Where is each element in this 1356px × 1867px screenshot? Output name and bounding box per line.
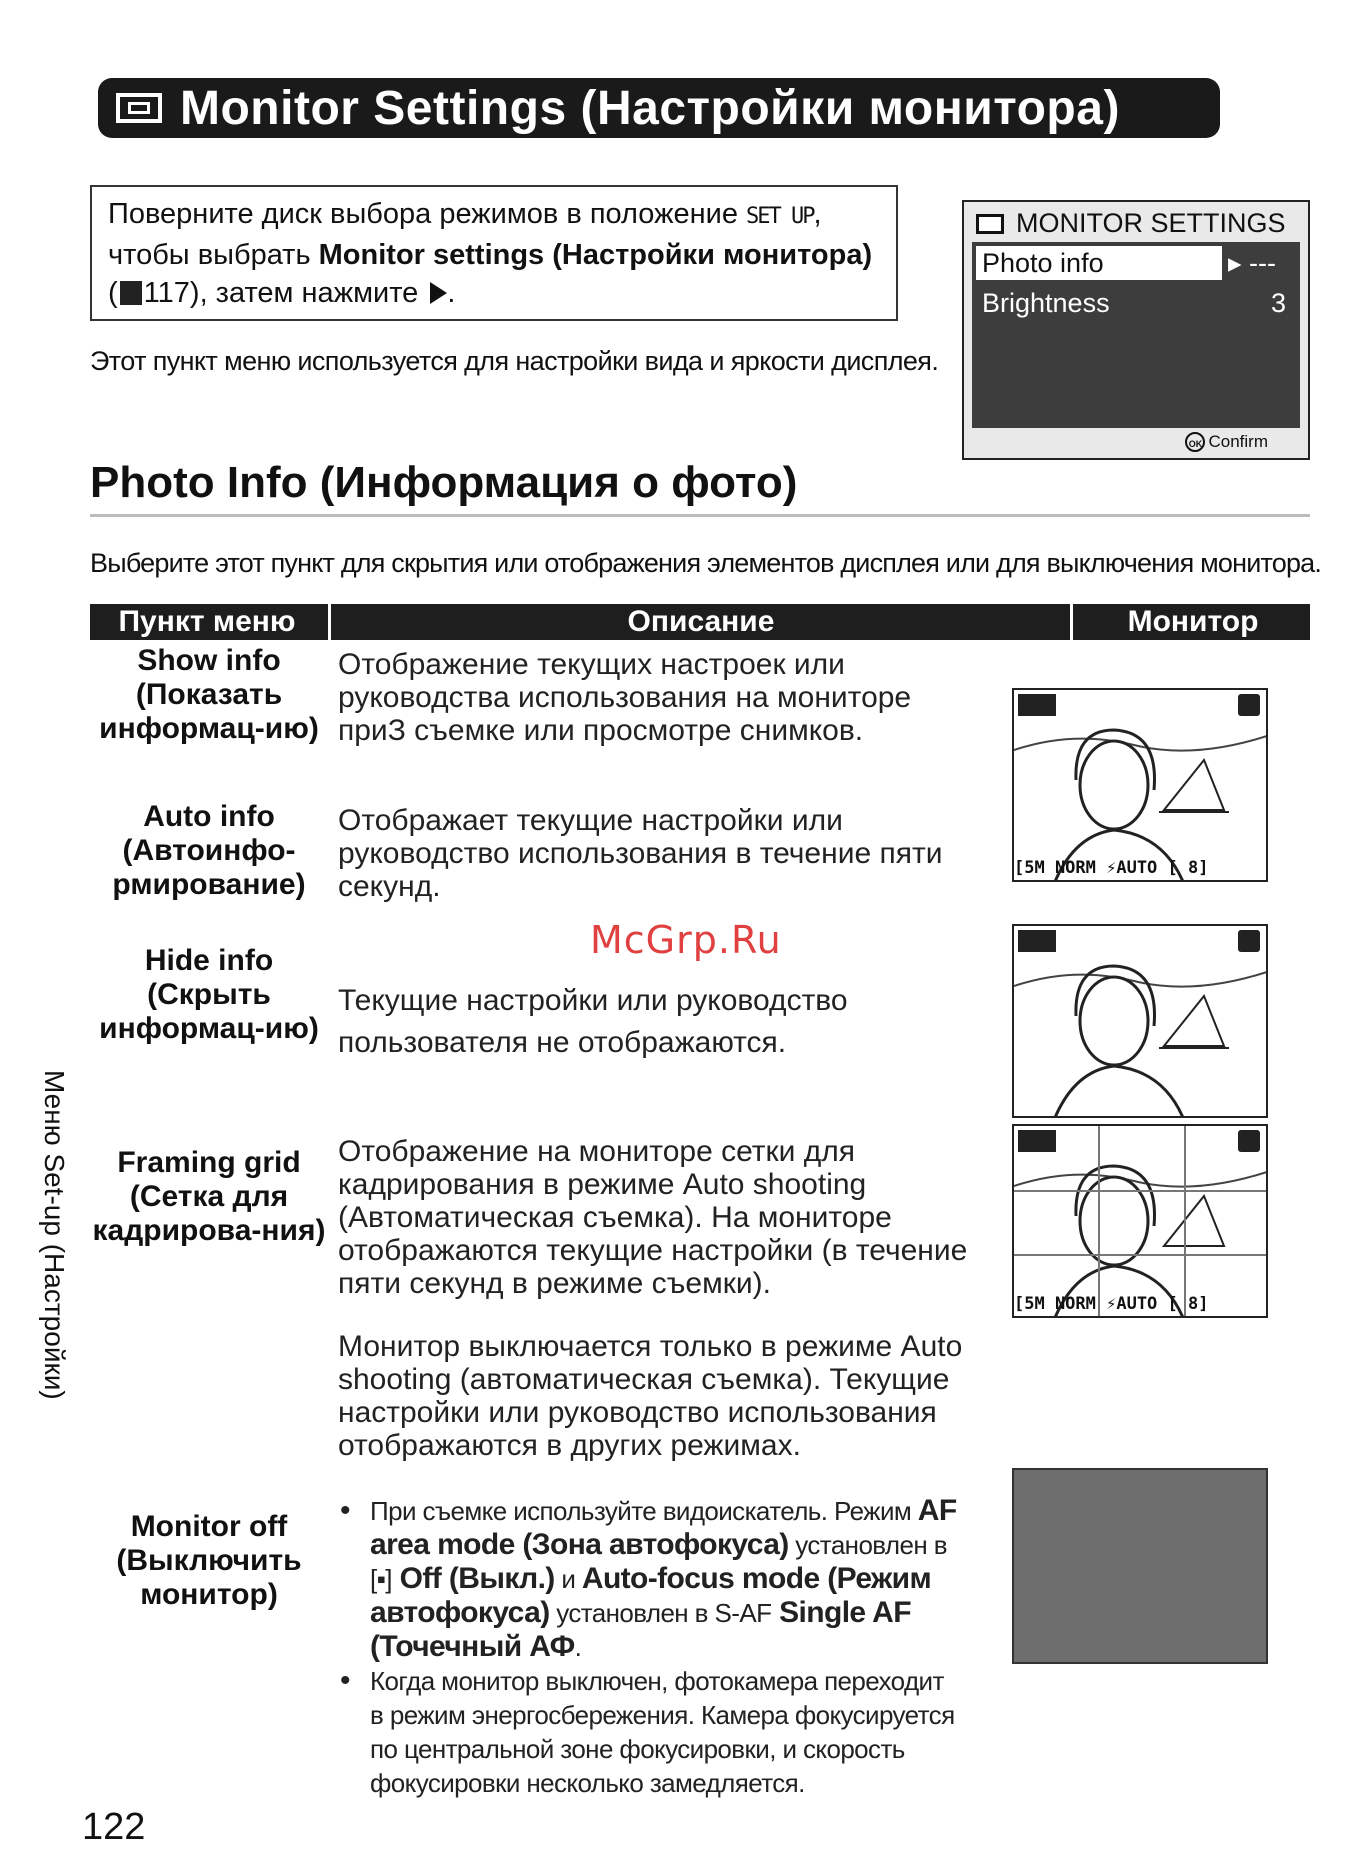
grid-line <box>1098 1126 1100 1316</box>
menu-item-brightness-value: 3 <box>1270 288 1286 318</box>
af-area-icon: [▪] <box>370 1564 392 1594</box>
instruction-text: ), затем нажмите <box>189 277 427 309</box>
table-row-description: Текущие настройки или руководство пользователя не отображаются. <box>338 984 848 1059</box>
table-header <box>90 604 1310 640</box>
page-title: Monitor Settings (Настройки монитора) <box>180 81 1120 135</box>
camera-mode-icon <box>1018 1130 1056 1152</box>
note-text: установлен в <box>549 1598 715 1628</box>
instruction-text: , чтобы выбрать <box>108 198 822 271</box>
page-reference: 117 <box>143 277 190 309</box>
grid-line <box>1014 1190 1266 1192</box>
portrait-illustration <box>1014 926 1268 1118</box>
monitor-preview-hide-info <box>1012 924 1268 1118</box>
note-bold: Off (Выкл.) <box>391 1562 555 1595</box>
camera-mode-icon <box>1018 694 1056 716</box>
camera-mode-icon <box>1018 930 1056 952</box>
menu-item-photo-info: Photo info <box>976 246 1222 280</box>
hud-status-bar: [5M NORM ⚡AUTO [ 8] <box>1014 1294 1209 1314</box>
note-text: При съемке используйте видоискатель. Режим <box>370 1496 918 1526</box>
table-row-item: Monitor off (Выключить монитор) <box>116 1510 302 1611</box>
menu-item-brightness: Brightness <box>982 288 1110 318</box>
menu-list <box>972 242 1300 428</box>
page-title-banner <box>98 78 1220 138</box>
confirm-label: Confirm <box>1208 432 1268 451</box>
note-text: установлен в <box>788 1530 947 1560</box>
section-divider <box>90 514 1310 517</box>
monitor-off-notes <box>338 1494 960 1800</box>
table-row-description: Отображение текущих настроек или руководства использования на мониторе приЗ съемке или просмотре снимков. <box>338 648 912 747</box>
list-item <box>338 1494 960 1664</box>
table-row-description: Отображение на мониторе сетки для кадрирования в режиме Auto shooting (Автоматическая съемка). На мониторе отображаются текущие настройки (в течение пяти секунд в режиме съемки). <box>338 1135 968 1300</box>
column-header-description: Описание <box>328 604 1071 640</box>
grid-line <box>1014 1254 1266 1256</box>
note-text: . <box>574 1632 582 1662</box>
mode-indicator-icon <box>1238 1130 1260 1152</box>
page-reference-icon <box>120 281 142 305</box>
menu-header <box>976 208 1286 239</box>
intro-text: Этот пункт меню используется для настройки вида и яркости дисплея. <box>90 346 939 376</box>
table-row-item: Hide info (Скрыть информац-ию) <box>99 944 319 1045</box>
side-section-label <box>22 1070 82 1470</box>
monitor-settings-menu-screen <box>962 200 1310 460</box>
list-item: • Когда монитор выключен, фотокамера переходит в режим энергосбережения. Камера фокусируется по центральной зоне фокусировки, и скорость фокусировки несколько замедляется. <box>338 1664 960 1800</box>
table-row-description: Монитор выключается только в режиме Auto shooting (автоматическая съемка). Текущие настройки или руководство использования отображаются в других режимах. <box>338 1330 963 1462</box>
grid-line <box>1184 1126 1186 1316</box>
portrait-illustration <box>1014 1126 1268 1318</box>
section-intro: Выберите этот пункт для скрытия или отображения элементов дисплея или для выключения монитора. <box>90 548 1322 578</box>
mode-indicator-icon <box>1238 694 1260 716</box>
portrait-illustration <box>1014 690 1268 882</box>
watermark: McGrp.Ru <box>590 918 782 962</box>
menu-item-photo-info-value: ▸ --- <box>1228 248 1277 278</box>
section-title: Photo Info (Информация о фото) <box>90 458 798 507</box>
menu-footer <box>1185 432 1268 452</box>
single-af-icon: S-AF <box>714 1598 772 1628</box>
hud-status-bar: [5M NORM ⚡AUTO [ 8] <box>1014 858 1209 878</box>
monitor-preview-show-info <box>1012 688 1268 882</box>
table-row-item: Framing grid (Сетка для кадрирова-ния) <box>92 1146 326 1247</box>
note-bold: Auto-focus mode (Режим автофокуса) <box>370 1562 932 1629</box>
column-header-monitor: Монитор <box>1070 604 1313 640</box>
instruction-box <box>90 185 898 321</box>
table-row-item: Show info (Показать информац-ию) <box>99 644 319 745</box>
arrow-right-icon <box>430 282 447 304</box>
page-number: 122 <box>82 1806 146 1848</box>
note-bold: AF area mode (Зона автофокуса) <box>370 1494 957 1561</box>
monitor-preview-framing-grid <box>1012 1124 1268 1318</box>
instruction-text: Поверните диск выбора режимов в положение <box>108 198 747 230</box>
column-header-item: Пункт меню <box>118 605 296 638</box>
mode-indicator-icon <box>1238 930 1260 952</box>
table-row-item: Auto info (Автоинфо-рмирование) <box>112 800 306 901</box>
monitor-icon <box>976 214 1004 234</box>
instruction-text: ( <box>108 277 118 309</box>
note-text: и <box>554 1564 582 1594</box>
instruction-text: . <box>447 277 456 309</box>
instruction-menu-name: Monitor settings (Настройки монитора) <box>318 239 873 271</box>
ok-button-icon: OK <box>1185 432 1205 452</box>
monitor-icon <box>116 93 162 123</box>
table-row-description: Отображает текущие настройки или руководство использования в течение пяти секунд. <box>338 804 943 903</box>
menu-header-label: MONITOR SETTINGS <box>1016 208 1286 238</box>
note-bold: Single AF (Точечный АФ <box>370 1596 911 1663</box>
side-section-label-text: Меню Set-up (Настройки) <box>39 1070 70 1400</box>
monitor-preview-off <box>1012 1468 1268 1664</box>
setup-mode-icon: SET UP <box>746 204 814 229</box>
